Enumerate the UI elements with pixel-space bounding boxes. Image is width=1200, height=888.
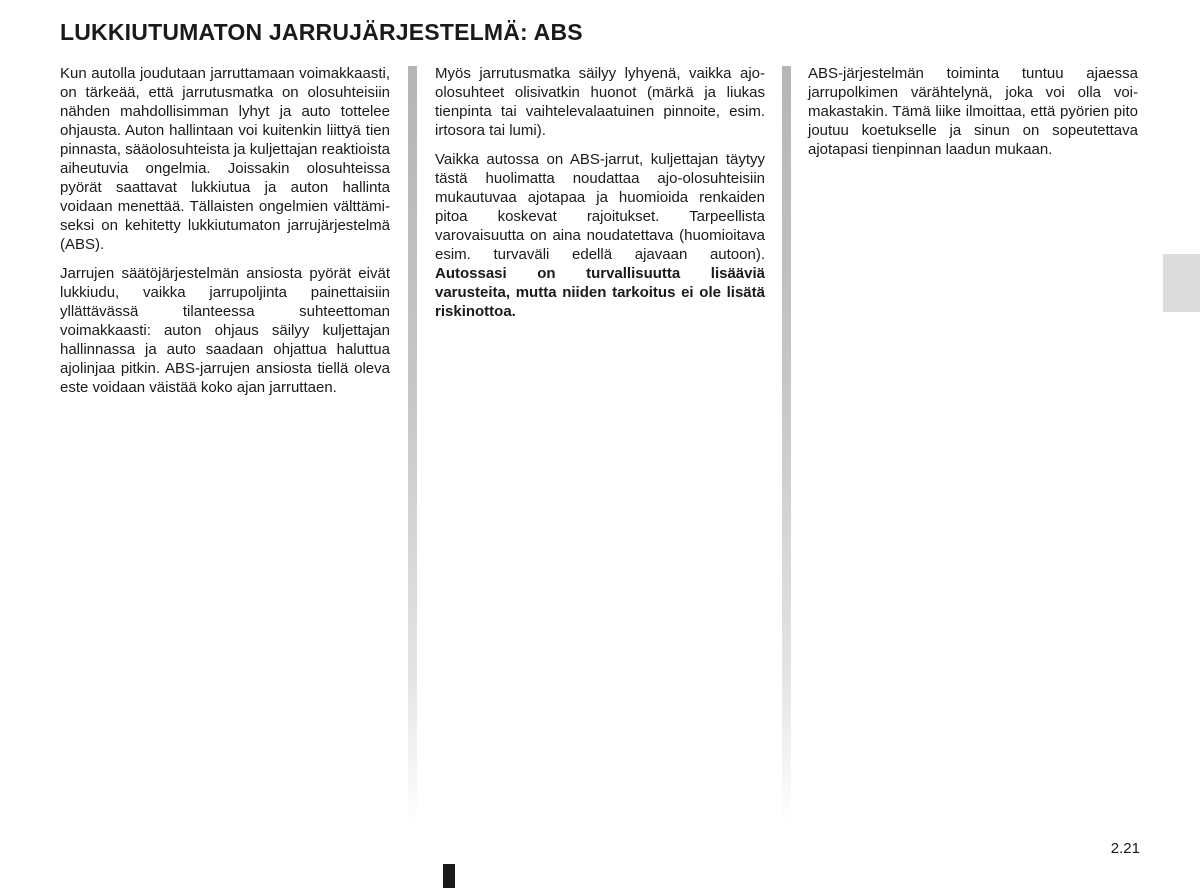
column-divider (408, 66, 417, 826)
print-registration-mark (443, 864, 455, 888)
paragraph: Myös jarrutusmatka säilyy lyhyenä, vaikka ajo-olosuhteet olisivatkin huonot (märkä ja liukas tienpinta tai vaihtelevalaatuinen pinnoite, esim. irtosora tai lumi). (435, 65, 765, 139)
paragraph: ABS-järjestelmän toiminta tuntuu ajaessa jarrupolkimen värähtelynä, joka voi olla voimakastakin. Tämä liike ilmoittaa, että pyörien pito joutuu koetukselle ja sinun on sopeutettava ajotapasi tienpinnan laadun mukaan. (808, 65, 1138, 158)
paragraph (435, 150, 765, 321)
paragraph: Jarrujen säätöjärjestelmän ansiosta pyörät eivät lukkiudu, vaikka jarrupoljinta painettaisiin yllättävässä tilanteessa suhteettoman voimakkaasti: auton ohjaus säilyy kuljettajan hallinnassa ja auto saadaan ohjattua haluttua ajolinjaa pitkin. ABS-jarrujen ansiosta tiellä oleva este voidaan väistää koko ajan jarruttaen. (60, 265, 390, 396)
text-column-1 (60, 64, 390, 407)
page-title: LUKKIUTUMATON JARRUJÄRJESTELMÄ: ABS (60, 19, 583, 45)
column-divider (782, 66, 791, 826)
text-column-3 (808, 64, 1138, 169)
text-column-2 (435, 64, 765, 331)
bold-warning-text: Autossasi on turvallisuutta lisääviä varusteita, mutta niiden tarkoitus ei ole lisätä riskinottoa. (435, 265, 765, 320)
paragraph-text: Vaikka autossa on ABS-jarrut, kuljettajan täytyy tästä huolimatta noudattaa ajo-olosuhteisiin mukautuvaa ajotapaa ja huomioida renkaiden pitoa koskevat rajoitukset. Tarpeellista varovaisuutta on aina noudatettava (huomioitava esim. turvaväli edellä ajavaan autoon). (435, 151, 765, 263)
chapter-tab-marker (1163, 254, 1200, 312)
page-number: 2.21 (1110, 840, 1140, 857)
paragraph: Kun autolla joudutaan jarruttamaan voimakkaasti, on tärkeää, että jarrutusmatka on olosuhteisiin nähden mahdollisimman lyhyt ja auto tottelee ohjausta. Auton hallintaan voi kuitenkin liittyä tien pinnasta, sääolosuhteista ja kuljettajan reaktioista aiheutuvia ongelmia. Joissakin olosuhteissa pyörät saattavat lukkiutua ja auton hallinta voidaan menettää. Tällaisten ongelmien välttämiseksi on kehitetty lukkiutumaton jarrujärjestelmä (ABS). (60, 65, 390, 253)
